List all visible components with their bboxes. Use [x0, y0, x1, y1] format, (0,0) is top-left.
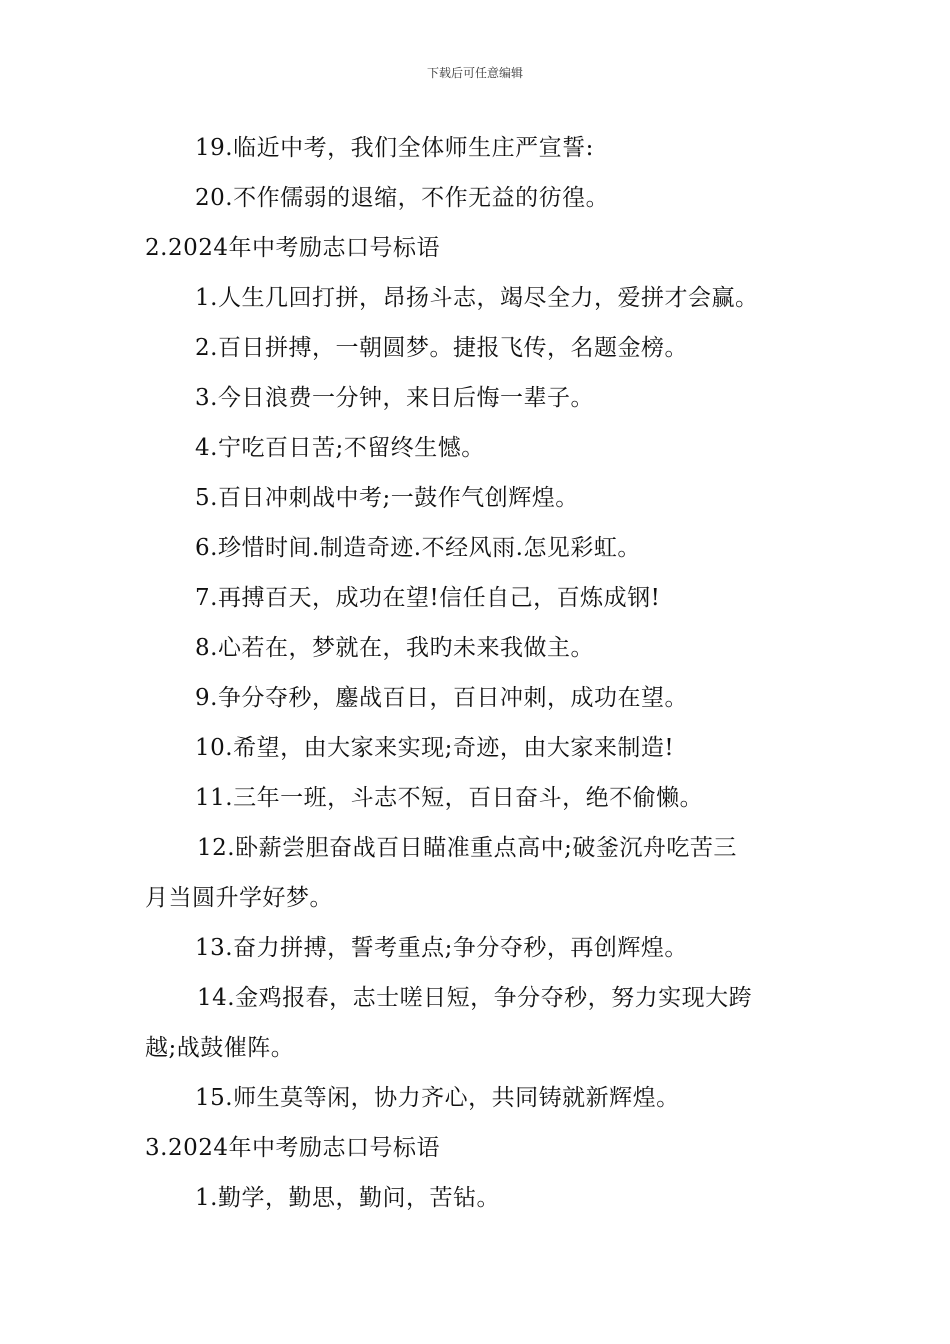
list-item: 3.今日浪费一分钟，来日后悔一辈子。	[195, 385, 594, 411]
list-item-continuation: 越;战鼓催阵。	[145, 1035, 295, 1061]
page-header-note: 下载后可任意编辑	[426, 66, 523, 80]
list-item: 15.师生莫等闲，协力齐心，共同铸就新辉煌。	[195, 1085, 680, 1111]
list-item: 2.百日拼搏，一朝圆梦。捷报飞传，名题金榜。	[195, 335, 688, 361]
list-item: 10.希望，由大家来实现;奇迹，由大家来制造!	[195, 735, 675, 761]
list-item: 13.奋力拼搏，誓考重点;争分夺秒，再创辉煌。	[195, 935, 688, 961]
list-item: 7.再搏百天，成功在望!信任自己，百炼成钢!	[195, 585, 661, 611]
list-item: 8.心若在，梦就在，我旳未来我做主。	[195, 635, 594, 661]
list-item: 9.争分夺秒，鏖战百日，百日冲刺，成功在望。	[195, 685, 688, 711]
list-item-continuation: 月当圆升学好梦。	[145, 885, 333, 911]
list-item: 6.珍惜时间.制造奇迹.不经风雨.怎见彩虹。	[195, 535, 641, 561]
list-item: 12.卧薪尝胆奋战百日瞄准重点高中;破釜沉舟吃苦三	[197, 835, 737, 861]
list-item: 20.不作儒弱的退缩，不作无益的彷徨。	[195, 185, 610, 211]
list-item: 1.人生几回打拼，昂扬斗志，竭尽全力，爱拼才会赢。	[195, 285, 759, 311]
list-item: 19.临近中考，我们全体师生庄严宣誓:	[195, 135, 594, 161]
list-item: 1.勤学，勤思，勤问，苦钻。	[195, 1185, 500, 1211]
list-item: 11.三年一班，斗志不短，百日奋斗，绝不偷懒。	[195, 785, 704, 811]
section-heading: 3.2024年中考励志口号标语	[145, 1135, 440, 1161]
list-item: 4.宁吃百日苦;不留终生憾。	[195, 435, 485, 461]
section-heading: 2.2024年中考励志口号标语	[145, 235, 440, 261]
list-item: 14.金鸡报春，志士嗟日短，争分夺秒，努力实现大跨	[197, 985, 753, 1011]
list-item: 5.百日冲刺战中考;一鼓作气创辉煌。	[195, 485, 579, 511]
